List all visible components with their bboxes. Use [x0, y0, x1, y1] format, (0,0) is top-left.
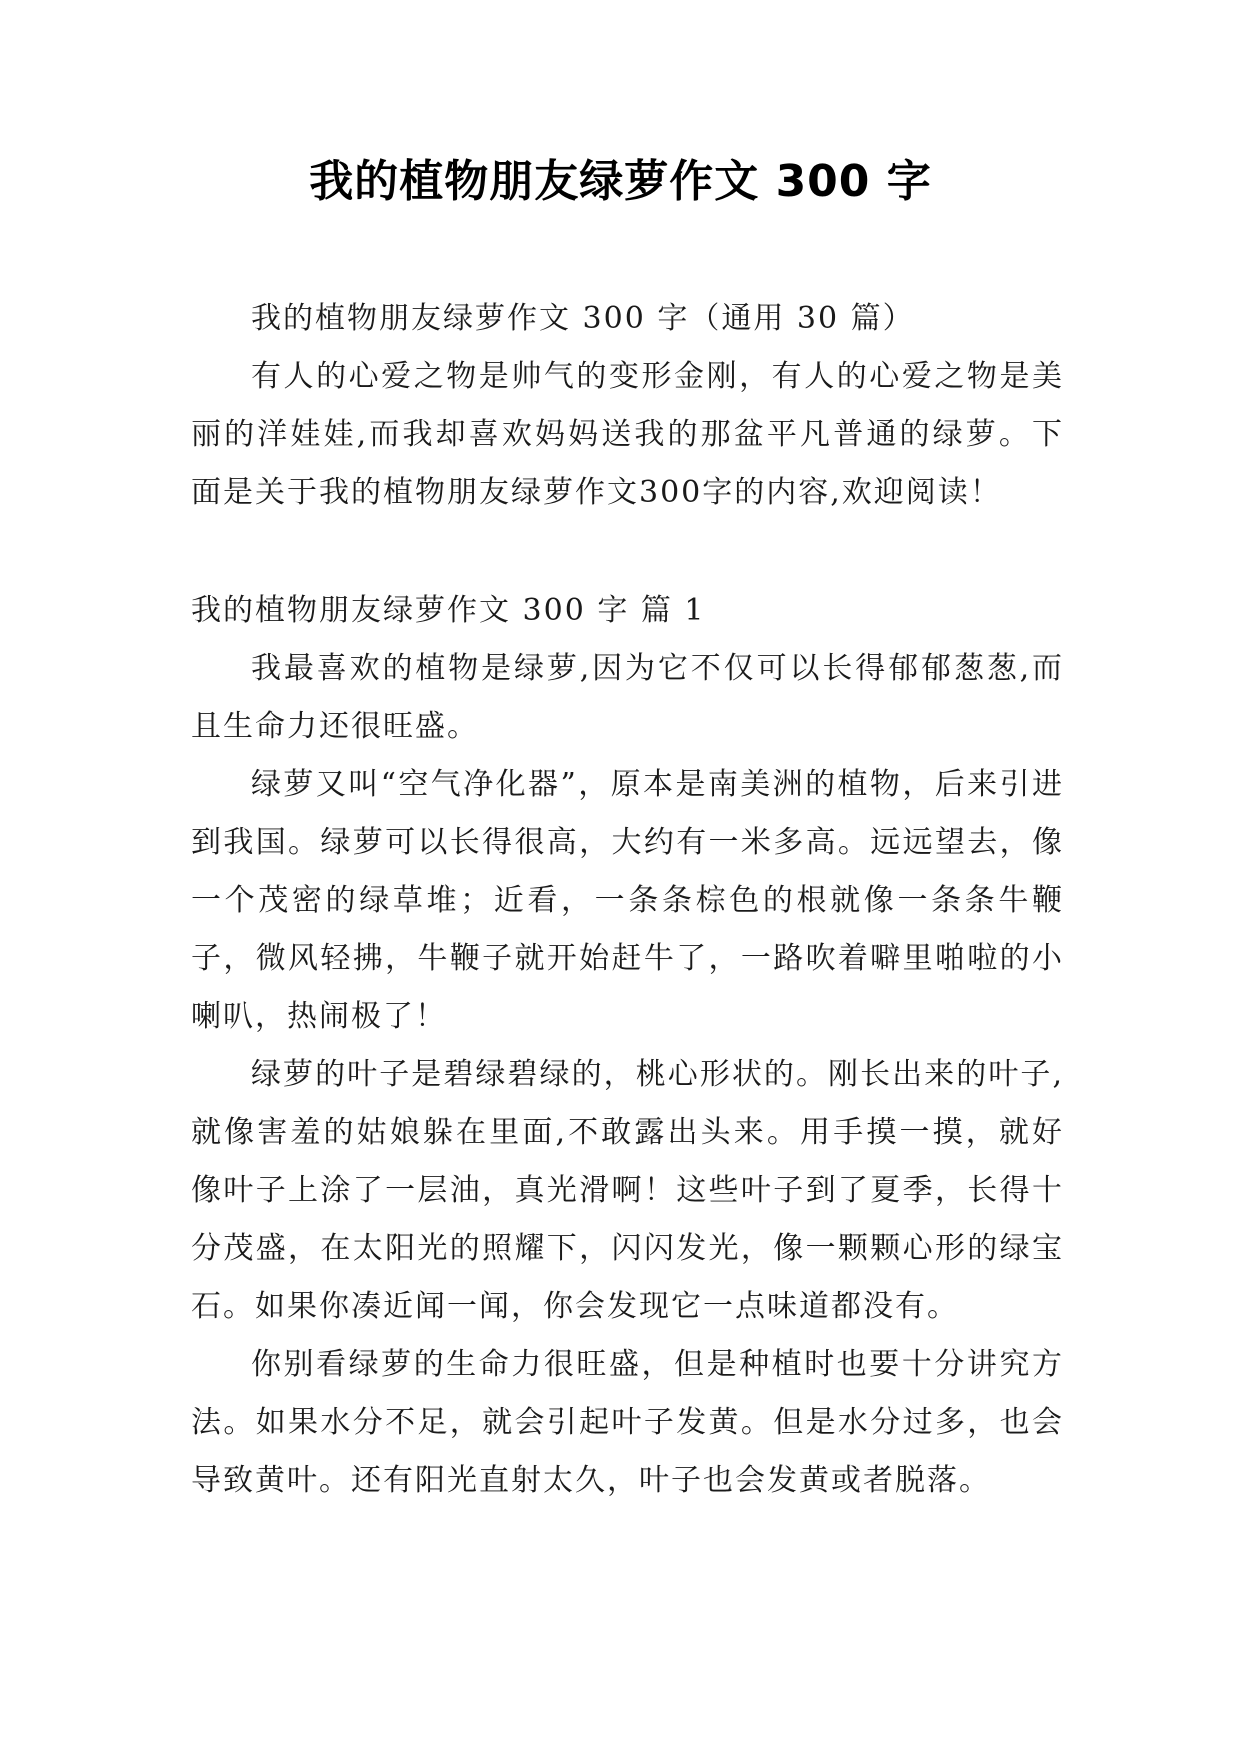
intro-paragraph: 有人的心爱之物是帅气的变形金刚，有人的心爱之物是美丽的洋娃娃,而我却喜欢妈妈送我的那盆平凡普通的绿萝。下面是关于我的植物朋友绿萝作文300字的内容,欢迎阅读！ — [191, 359, 1064, 510]
document-body — [191, 290, 1064, 1510]
body-paragraph: 你别看绿萝的生命力很旺盛，但是种植时也要十分讲究方法。如果水分不足，就会引起叶子发黄。但是水分过多，也会导致黄叶。还有阳光直射太久，叶子也会发黄或者脱落。 — [191, 1347, 1064, 1498]
document-title: 我的植物朋友绿萝作文 300 字 — [309, 156, 932, 207]
body-paragraph: 绿萝又叫“空气净化器”，原本是南美洲的植物，后来引进到我国。绿萝可以长得很高，大约有一米多高。远远望去，像一个茂密的绿草堆；近看，一条条棕色的根就像一条条牛鞭子，微风轻拂，牛鞭子就开始赶牛了，一路吹着噼里啪啦的小喇叭，热闹极了！ — [191, 767, 1064, 1034]
body-paragraph: 绿萝的叶子是碧绿碧绿的，桃心形状的。刚长出来的叶子,就像害羞的姑娘躲在里面,不敢露出头来。用手摸一摸，就好像叶子上涂了一层油，真光滑啊！这些叶子到了夏季，长得十分茂盛，在太阳光的照耀下，闪闪发光，像一颗颗心形的绿宝石。如果你凑近闻一闻，你会发现它一点味道都没有。 — [191, 1057, 1064, 1324]
document-subtitle: 我的植物朋友绿萝作文 300 字（通用 30 篇） — [251, 301, 915, 336]
body-paragraph: 我最喜欢的植物是绿萝,因为它不仅可以长得郁郁葱葱,而且生命力还很旺盛。 — [191, 651, 1064, 744]
section-heading: 我的植物朋友绿萝作文 300 字 篇 1 — [191, 593, 706, 628]
